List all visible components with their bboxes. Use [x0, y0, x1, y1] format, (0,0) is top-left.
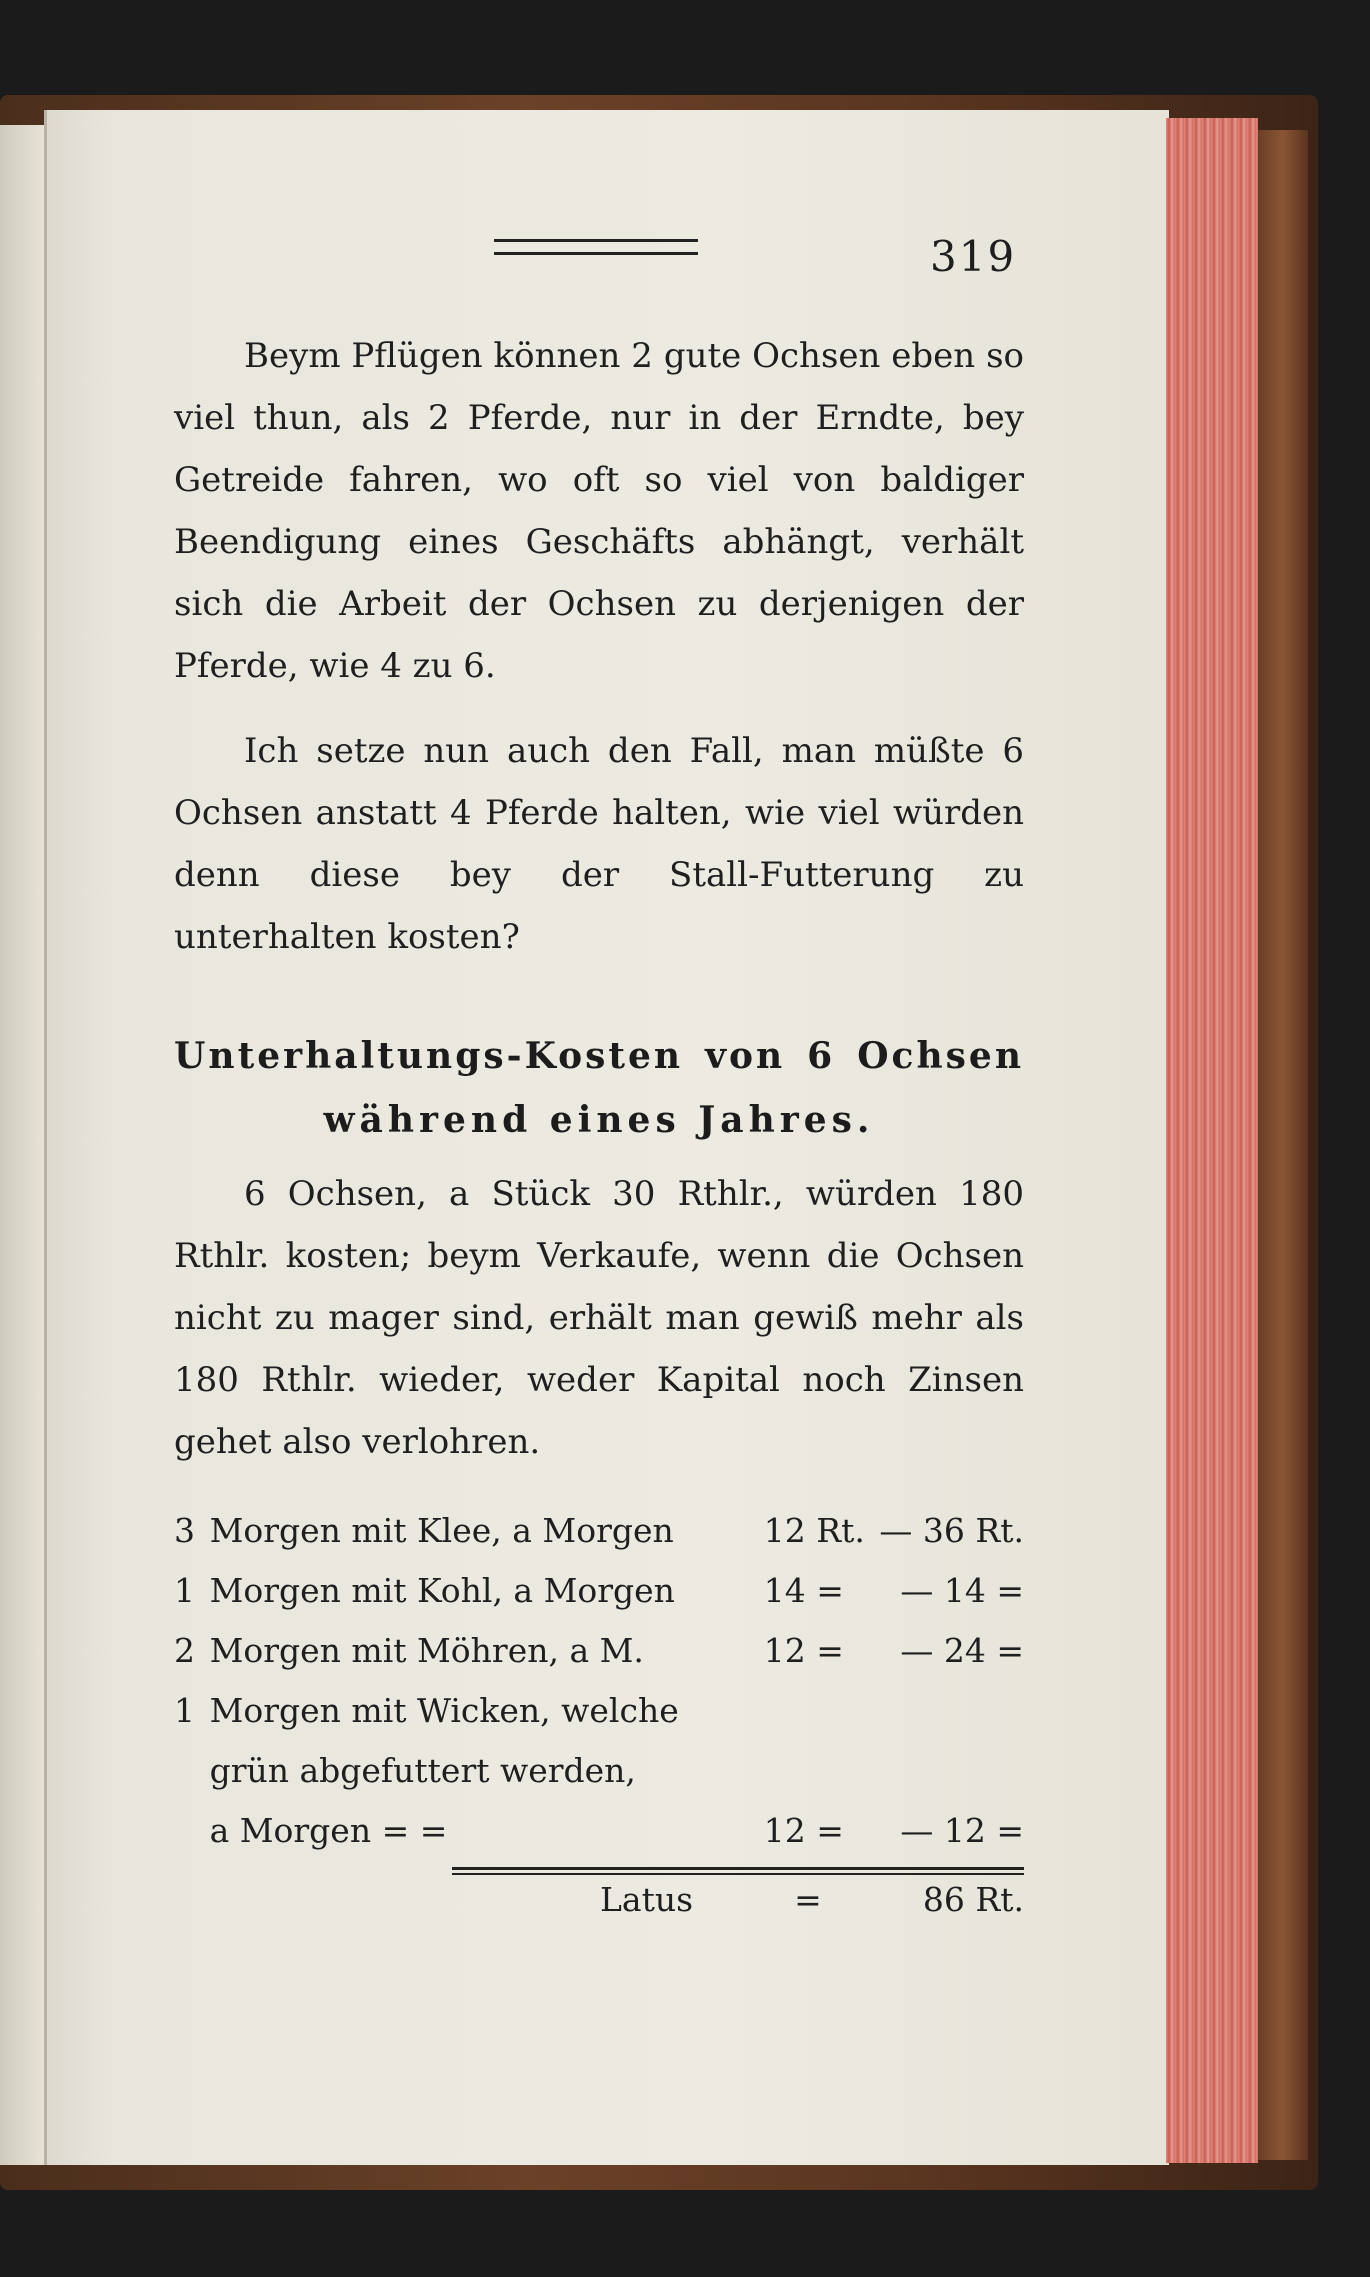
cover-edge	[1258, 130, 1308, 2160]
row-number: 1	[174, 1570, 195, 1610]
row-number: 3	[174, 1510, 195, 1550]
row-total: — 24 =	[900, 1630, 1024, 1670]
paragraph-1	[174, 325, 1024, 697]
row-unit-price: 12 Rt.	[763, 1510, 865, 1550]
latus-label: Latus	[600, 1880, 694, 1919]
page-number: 319	[930, 232, 1017, 281]
table-row	[174, 1560, 1024, 1620]
row-unit-price	[764, 1680, 880, 1740]
facing-page-edge	[0, 125, 44, 2165]
header-rule	[494, 239, 698, 255]
row-unit-price: 14 =	[763, 1570, 844, 1610]
paragraph-3-text: 6 Ochsen, a Stück 30 Rthlr., würden 180 Rthlr. kosten; beym Verkaufe, wenn die Ochsen nicht zu mager sind, erhält man gewiß mehr als 180 Rthlr. wieder, weder Kapital noch Zinsen gehet also verlohren.	[174, 1174, 1024, 1462]
row-number	[174, 1800, 210, 1860]
paragraph-3	[174, 1163, 1024, 1473]
table-row	[174, 1740, 1024, 1800]
paragraph-2	[174, 720, 1024, 968]
latus-separator: =	[794, 1880, 822, 1919]
row-number: 1	[174, 1690, 195, 1730]
row-total: — 12 =	[900, 1810, 1024, 1850]
row-unit-price: 12 =	[763, 1630, 844, 1670]
row-total	[879, 1740, 1024, 1800]
row-total: — 14 =	[900, 1570, 1024, 1610]
row-total	[879, 1680, 1024, 1740]
row-description: grün abgefuttert werden,	[209, 1750, 636, 1790]
latus-row	[600, 1880, 1024, 1919]
page-edges	[1166, 118, 1258, 2163]
row-unit-price: 12 =	[763, 1810, 844, 1850]
row-description: Morgen mit Möhren, a M.	[209, 1630, 644, 1670]
row-description: Morgen mit Klee, a Morgen	[209, 1510, 674, 1550]
row-description: Morgen mit Wicken, welche	[209, 1690, 679, 1730]
table-row	[174, 1500, 1024, 1560]
heading-line-1: Unterhaltungs-Kosten von 6 Ochsen	[174, 1035, 1024, 1077]
table-row	[174, 1800, 1024, 1860]
row-description: a Morgen = =	[209, 1810, 448, 1850]
cost-table	[174, 1500, 1024, 1860]
table-row	[174, 1620, 1024, 1680]
sum-rule	[452, 1867, 1024, 1875]
heading-line-2: während eines Jahres.	[323, 1099, 875, 1141]
row-description: Morgen mit Kohl, a Morgen	[209, 1570, 675, 1610]
row-number: 2	[174, 1630, 195, 1670]
paragraph-2-text: Ich setze nun auch den Fall, man müßte 6 Ochsen anstatt 4 Pferde halten, wie viel würden denn diese bey der Stall-Futterung zu unterhalten kosten?	[174, 731, 1024, 957]
latus-total: 86 Rt.	[922, 1880, 1024, 1919]
row-unit-price	[764, 1740, 880, 1800]
table-row	[174, 1680, 1024, 1740]
paragraph-1-text: Beym Pflügen können 2 gute Ochsen eben so viel thun, als 2 Pferde, nur in der Erndte, bey Getreide fahren, wo oft so viel von baldiger Beendigung eines Geschäfts abhängt, verhält sich die Arbeit der Ochsen zu derjenigen der Pferde, wie 4 zu 6.	[174, 336, 1024, 686]
section-heading	[174, 1024, 1024, 1152]
row-total: — 36 Rt.	[879, 1510, 1024, 1550]
row-number	[174, 1740, 210, 1800]
